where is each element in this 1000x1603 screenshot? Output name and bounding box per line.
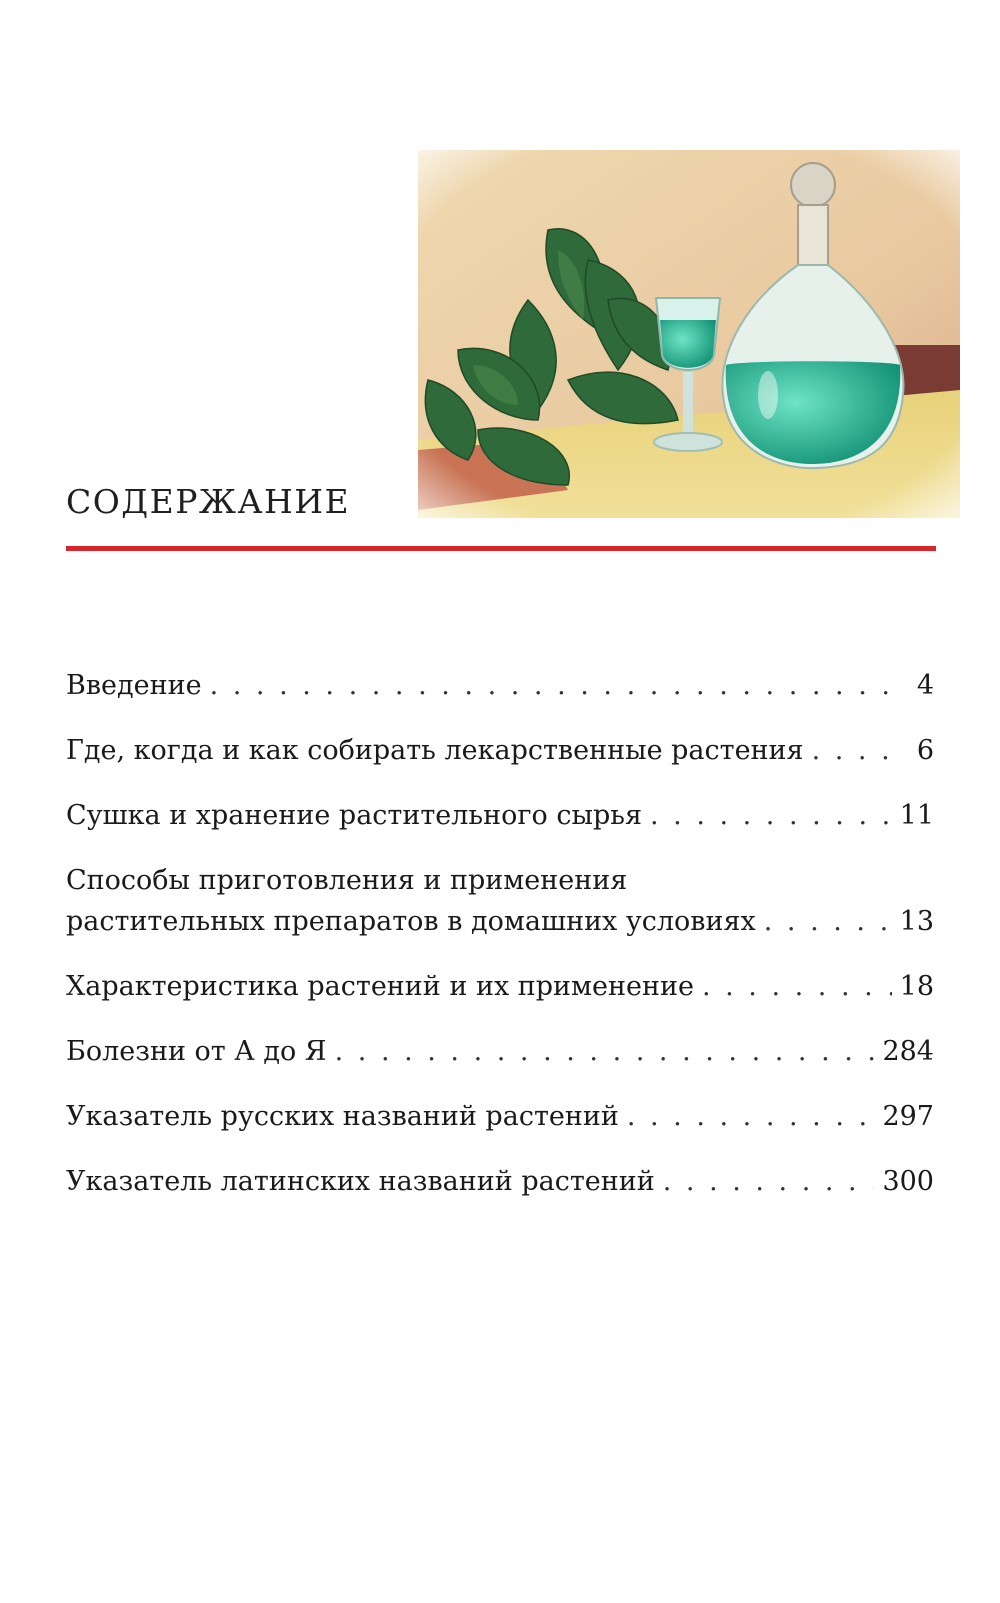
toc-entry-title-line2: растительных препаратов в домашних условиях (66, 906, 756, 937)
toc-entry-title: Болезни от А до Я (66, 1036, 327, 1067)
toc-entry-title: Введение (66, 670, 202, 701)
toc-entry-page: 13 (899, 906, 934, 937)
toc-entry[interactable] (66, 795, 934, 836)
dot-leader (335, 1031, 875, 1072)
toc-entry[interactable] (66, 1031, 934, 1072)
dot-leader (702, 966, 892, 1007)
toc-entry[interactable] (66, 730, 934, 771)
toc-entry[interactable] (66, 665, 934, 706)
toc-entry-title-line1: Способы приготовления и применения (66, 865, 628, 896)
page-title: СОДЕРЖАНИЕ (66, 482, 351, 521)
toc-entry-title: Характеристика растений и их применение (66, 971, 694, 1002)
toc-entry[interactable] (66, 1096, 934, 1137)
dot-leader (812, 730, 906, 771)
table-of-contents (66, 665, 934, 1226)
toc-entry-title: Сушка и хранение растительного сырья (66, 800, 642, 831)
toc-entry-page: 18 (899, 971, 934, 1002)
dot-leader (764, 901, 892, 942)
toc-entry-page: 11 (899, 800, 934, 831)
toc-entry[interactable] (66, 966, 934, 1007)
title-underline (66, 546, 936, 551)
toc-entry-title: Указатель русских названий растений (66, 1101, 619, 1132)
dot-leader (663, 1161, 875, 1202)
toc-entry[interactable] (66, 1161, 934, 1202)
toc-entry-page: 6 (916, 735, 934, 766)
nettle-liqueur-photo (418, 150, 960, 518)
toc-entry[interactable] (66, 860, 934, 942)
toc-entry-page: 4 (916, 670, 934, 701)
dot-leader (627, 1096, 875, 1137)
toc-entry-title: Указатель латинских названий растений (66, 1166, 655, 1197)
toc-entry-page: 300 (882, 1166, 934, 1197)
toc-entry-page: 284 (882, 1036, 934, 1067)
dot-leader (210, 665, 906, 706)
dot-leader (650, 795, 892, 836)
toc-entry-title: Где, когда и как собирать лекарственные растения (66, 735, 804, 766)
toc-entry-page: 297 (882, 1101, 934, 1132)
